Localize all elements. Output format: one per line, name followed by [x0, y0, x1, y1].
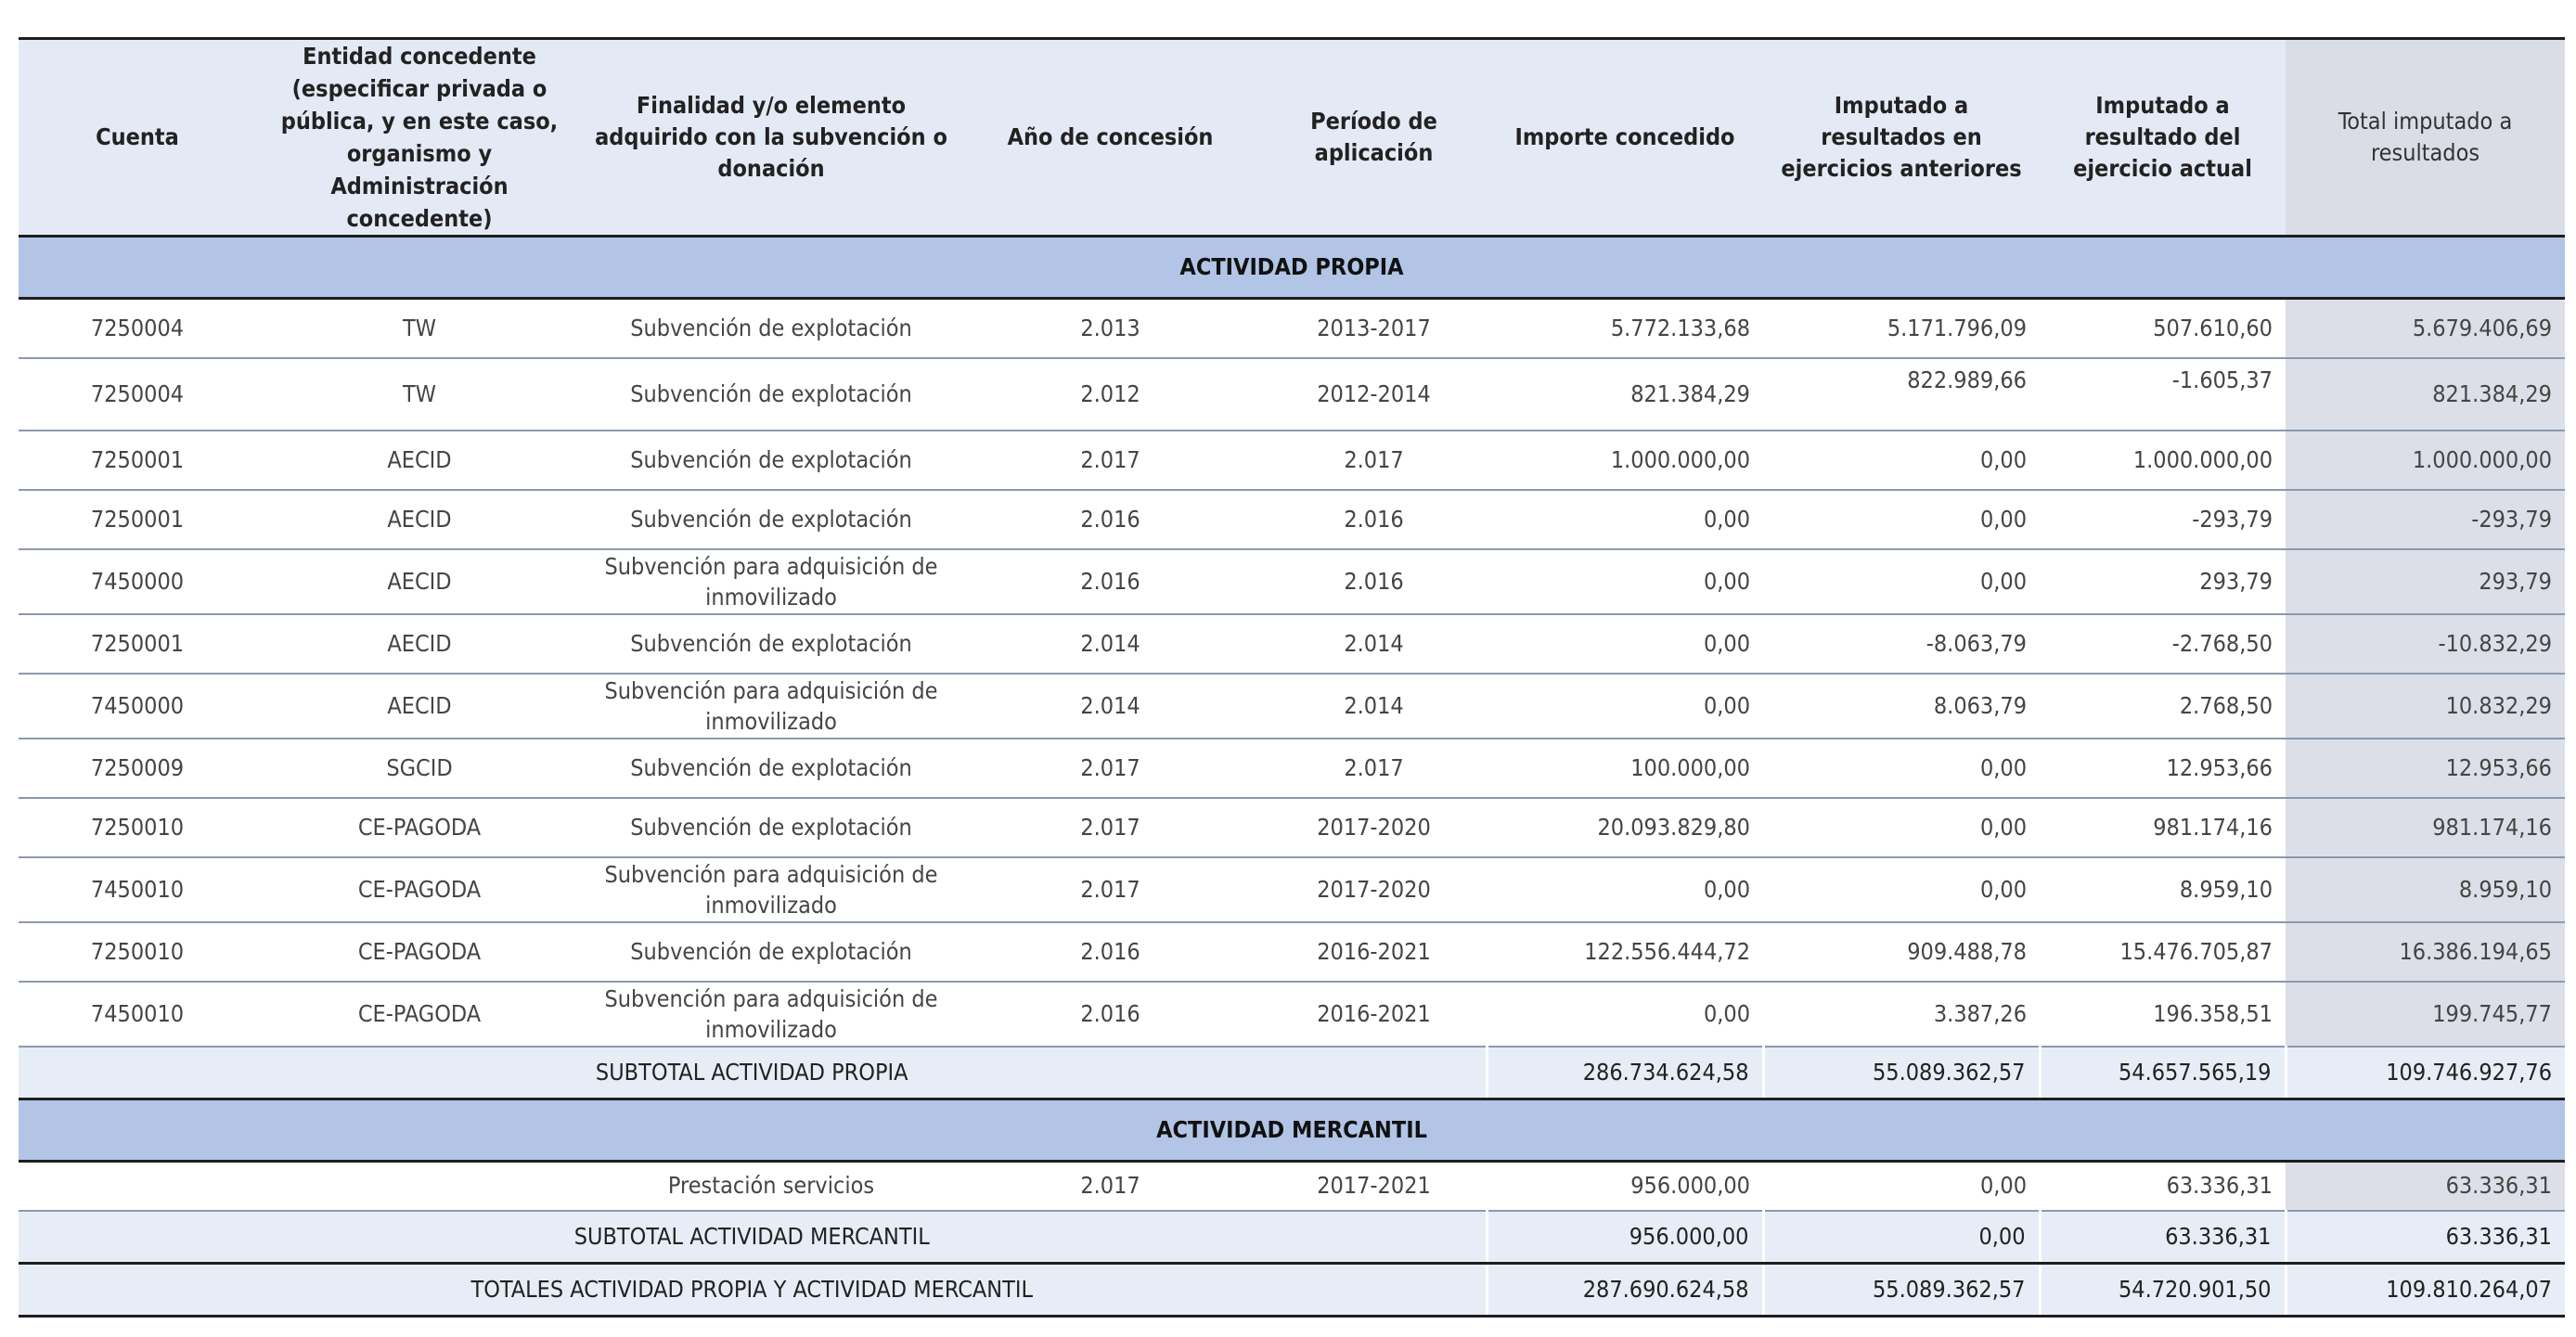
- section-title: ACTIVIDAD MERCANTIL: [19, 1099, 2565, 1161]
- cell-importe: 0,00: [1487, 614, 1763, 674]
- table-row: [19, 358, 2565, 431]
- cell-importe: 821.384,29: [1487, 358, 1763, 431]
- subtotal-imputado-actual: 54.657.565,19: [2040, 1047, 2286, 1099]
- cell-imputado-anteriores: -8.063,79: [1763, 614, 2040, 674]
- subtotal-row: [19, 1211, 2565, 1264]
- cell-imputado-actual: 981.174,16: [2040, 798, 2286, 857]
- cell-anio: 2.014: [960, 614, 1261, 674]
- cell-total: 1.000.000,00: [2286, 431, 2565, 490]
- cell-finalidad: Subvención de explotación: [583, 739, 960, 798]
- cell-imputado-anteriores: 0,00: [1763, 490, 2040, 549]
- header-entidad: Entidad concedente (especificar privada o pública, y en este caso, organismo y Administración concedente): [256, 39, 583, 237]
- header-imputado-actual: Imputado a resultado del ejercicio actual: [2040, 39, 2286, 237]
- cell-entidad: AECID: [256, 490, 583, 549]
- cell-finalidad: Subvención de explotación: [583, 798, 960, 857]
- subtotal-imputado-actual: 63.336,31: [2040, 1211, 2286, 1264]
- subsidies-table: [19, 37, 2565, 1318]
- cell-cuenta: 7450000: [19, 674, 256, 739]
- table-row: [19, 299, 2565, 358]
- cell-total: 199.745,77: [2286, 982, 2565, 1047]
- cell-imputado-actual: -2.768,50: [2040, 614, 2286, 674]
- cell-imputado-actual: 12.953,66: [2040, 739, 2286, 798]
- cell-anio: 2.016: [960, 982, 1261, 1047]
- cell-periodo: 2017-2020: [1261, 798, 1487, 857]
- header-total: Total imputado a resultados: [2286, 39, 2565, 237]
- subtotal-row: [19, 1047, 2565, 1099]
- cell-imputado-anteriores: 5.171.796,09: [1763, 299, 2040, 358]
- cell-finalidad: Subvención para adquisición de inmovilizado: [583, 549, 960, 614]
- subtotal-total: 63.336,31: [2286, 1211, 2565, 1264]
- cell-anio: 2.014: [960, 674, 1261, 739]
- cell-entidad: CE-PAGODA: [256, 982, 583, 1047]
- header-periodo: Período de aplicación: [1261, 39, 1487, 237]
- cell-entidad: [256, 1161, 583, 1211]
- cell-importe: 1.000.000,00: [1487, 431, 1763, 490]
- cell-imputado-anteriores: 0,00: [1763, 798, 2040, 857]
- table-row: [19, 549, 2565, 614]
- subtotal-importe: 956.000,00: [1487, 1211, 1763, 1264]
- cell-anio: 2.013: [960, 299, 1261, 358]
- cell-total: 5.679.406,69: [2286, 299, 2565, 358]
- cell-cuenta: 7250001: [19, 490, 256, 549]
- cell-cuenta: 7250001: [19, 431, 256, 490]
- cell-entidad: TW: [256, 358, 583, 431]
- table-row: [19, 798, 2565, 857]
- table-row: [19, 739, 2565, 798]
- cell-entidad: AECID: [256, 674, 583, 739]
- cell-importe: 0,00: [1487, 857, 1763, 922]
- subtotal-label: TOTALES ACTIVIDAD PROPIA Y ACTIVIDAD MERCANTIL: [19, 1264, 1487, 1317]
- cell-imputado-actual: 1.000.000,00: [2040, 431, 2286, 490]
- cell-finalidad: Subvención de explotación: [583, 922, 960, 982]
- cell-total: 10.832,29: [2286, 674, 2565, 739]
- cell-anio: 2.016: [960, 549, 1261, 614]
- cell-importe: 0,00: [1487, 490, 1763, 549]
- cell-anio: 2.017: [960, 1161, 1261, 1211]
- cell-imputado-actual: 8.959,10: [2040, 857, 2286, 922]
- subtotal-imputado-actual: 54.720.901,50: [2040, 1264, 2286, 1317]
- subtotal-imputado-anteriores: 0,00: [1763, 1211, 2040, 1264]
- cell-total: 821.384,29: [2286, 358, 2565, 431]
- cell-importe: 20.093.829,80: [1487, 798, 1763, 857]
- cell-imputado-actual: 15.476.705,87: [2040, 922, 2286, 982]
- cell-imputado-anteriores: 822.989,66: [1763, 358, 2040, 431]
- cell-periodo: 2.017: [1261, 739, 1487, 798]
- table-row: [19, 614, 2565, 674]
- cell-imputado-actual: 507.610,60: [2040, 299, 2286, 358]
- cell-imputado-anteriores: 3.387,26: [1763, 982, 2040, 1047]
- header-row: [19, 39, 2565, 237]
- cell-anio: 2.017: [960, 431, 1261, 490]
- subtotal-imputado-anteriores: 55.089.362,57: [1763, 1047, 2040, 1099]
- cell-periodo: 2013-2017: [1261, 299, 1487, 358]
- cell-entidad: CE-PAGODA: [256, 798, 583, 857]
- cell-total: -293,79: [2286, 490, 2565, 549]
- cell-cuenta: 7250004: [19, 299, 256, 358]
- cell-periodo: 2.014: [1261, 674, 1487, 739]
- cell-finalidad: Subvención de explotación: [583, 490, 960, 549]
- cell-periodo: 2.017: [1261, 431, 1487, 490]
- cell-periodo: 2016-2021: [1261, 982, 1487, 1047]
- header-importe: Importe concedido: [1487, 39, 1763, 237]
- cell-periodo: 2.014: [1261, 614, 1487, 674]
- cell-total: 16.386.194,65: [2286, 922, 2565, 982]
- cell-anio: 2.016: [960, 490, 1261, 549]
- cell-entidad: CE-PAGODA: [256, 857, 583, 922]
- cell-anio: 2.017: [960, 739, 1261, 798]
- subtotal-label: SUBTOTAL ACTIVIDAD PROPIA: [19, 1047, 1487, 1099]
- cell-finalidad: Subvención para adquisición de inmovilizado: [583, 982, 960, 1047]
- table-row: [19, 922, 2565, 982]
- table-row: [19, 431, 2565, 490]
- cell-imputado-anteriores: 0,00: [1763, 431, 2040, 490]
- cell-imputado-anteriores: 909.488,78: [1763, 922, 2040, 982]
- cell-periodo: 2017-2021: [1261, 1161, 1487, 1211]
- section-title-mercantil: [19, 1099, 2565, 1161]
- subsidies-table-container: [19, 37, 2565, 1318]
- cell-importe: 0,00: [1487, 674, 1763, 739]
- cell-entidad: AECID: [256, 549, 583, 614]
- cell-imputado-anteriores: 0,00: [1763, 857, 2040, 922]
- cell-cuenta: [19, 1161, 256, 1211]
- cell-periodo: 2.016: [1261, 490, 1487, 549]
- cell-total: 8.959,10: [2286, 857, 2565, 922]
- subtotal-importe: 286.734.624,58: [1487, 1047, 1763, 1099]
- cell-cuenta: 7450010: [19, 857, 256, 922]
- section-title: ACTIVIDAD PROPIA: [19, 237, 2565, 299]
- cell-periodo: 2017-2020: [1261, 857, 1487, 922]
- cell-finalidad: Subvención de explotación: [583, 614, 960, 674]
- subtotal-imputado-anteriores: 55.089.362,57: [1763, 1264, 2040, 1317]
- cell-cuenta: 7450000: [19, 549, 256, 614]
- cell-anio: 2.017: [960, 857, 1261, 922]
- subtotal-row: [19, 1264, 2565, 1317]
- cell-imputado-actual: 293,79: [2040, 549, 2286, 614]
- cell-imputado-actual: 196.358,51: [2040, 982, 2286, 1047]
- cell-imputado-actual: 63.336,31: [2040, 1161, 2286, 1211]
- table-row: [19, 857, 2565, 922]
- subtotal-label: SUBTOTAL ACTIVIDAD MERCANTIL: [19, 1211, 1487, 1264]
- cell-periodo: 2.016: [1261, 549, 1487, 614]
- cell-importe: 0,00: [1487, 982, 1763, 1047]
- cell-total: 981.174,16: [2286, 798, 2565, 857]
- table-row: [19, 490, 2565, 549]
- header-finalidad: Finalidad y/o elemento adquirido con la subvención o donación: [583, 39, 960, 237]
- cell-entidad: SGCID: [256, 739, 583, 798]
- header-imputado-anteriores: Imputado a resultados en ejercicios anteriores: [1763, 39, 2040, 237]
- cell-periodo: 2012-2014: [1261, 358, 1487, 431]
- cell-cuenta: 7250001: [19, 614, 256, 674]
- cell-total: 293,79: [2286, 549, 2565, 614]
- cell-finalidad: Subvención para adquisición de inmovilizado: [583, 857, 960, 922]
- cell-imputado-actual: 2.768,50: [2040, 674, 2286, 739]
- cell-finalidad: Prestación servicios: [583, 1161, 960, 1211]
- cell-imputado-anteriores: 8.063,79: [1763, 674, 2040, 739]
- cell-importe: 0,00: [1487, 549, 1763, 614]
- cell-entidad: AECID: [256, 614, 583, 674]
- cell-imputado-actual: -293,79: [2040, 490, 2286, 549]
- cell-finalidad: Subvención de explotación: [583, 358, 960, 431]
- cell-importe: 100.000,00: [1487, 739, 1763, 798]
- cell-finalidad: Subvención de explotación: [583, 431, 960, 490]
- cell-cuenta: 7250010: [19, 798, 256, 857]
- cell-entidad: TW: [256, 299, 583, 358]
- cell-entidad: CE-PAGODA: [256, 922, 583, 982]
- cell-importe: 956.000,00: [1487, 1161, 1763, 1211]
- table-row: [19, 1161, 2565, 1211]
- header-cuenta: Cuenta: [19, 39, 256, 237]
- cell-finalidad: Subvención de explotación: [583, 299, 960, 358]
- header-anio: Año de concesión: [960, 39, 1261, 237]
- cell-entidad: AECID: [256, 431, 583, 490]
- cell-imputado-anteriores: 0,00: [1763, 549, 2040, 614]
- cell-importe: 5.772.133,68: [1487, 299, 1763, 358]
- cell-total: -10.832,29: [2286, 614, 2565, 674]
- section-title-propia: [19, 237, 2565, 299]
- cell-finalidad: Subvención para adquisición de inmovilizado: [583, 674, 960, 739]
- cell-anio: 2.012: [960, 358, 1261, 431]
- cell-cuenta: 7250010: [19, 922, 256, 982]
- cell-cuenta: 7450010: [19, 982, 256, 1047]
- cell-anio: 2.017: [960, 798, 1261, 857]
- table-row: [19, 982, 2565, 1047]
- cell-imputado-anteriores: 0,00: [1763, 1161, 2040, 1211]
- subtotal-total: 109.810.264,07: [2286, 1264, 2565, 1317]
- cell-total: 12.953,66: [2286, 739, 2565, 798]
- cell-anio: 2.016: [960, 922, 1261, 982]
- cell-imputado-anteriores: 0,00: [1763, 739, 2040, 798]
- subtotal-total: 109.746.927,76: [2286, 1047, 2565, 1099]
- cell-periodo: 2016-2021: [1261, 922, 1487, 982]
- cell-imputado-actual: -1.605,37: [2040, 358, 2286, 431]
- cell-cuenta: 7250004: [19, 358, 256, 431]
- subtotal-importe: 287.690.624,58: [1487, 1264, 1763, 1317]
- cell-cuenta: 7250009: [19, 739, 256, 798]
- cell-total: 63.336,31: [2286, 1161, 2565, 1211]
- cell-importe: 122.556.444,72: [1487, 922, 1763, 982]
- table-row: [19, 674, 2565, 739]
